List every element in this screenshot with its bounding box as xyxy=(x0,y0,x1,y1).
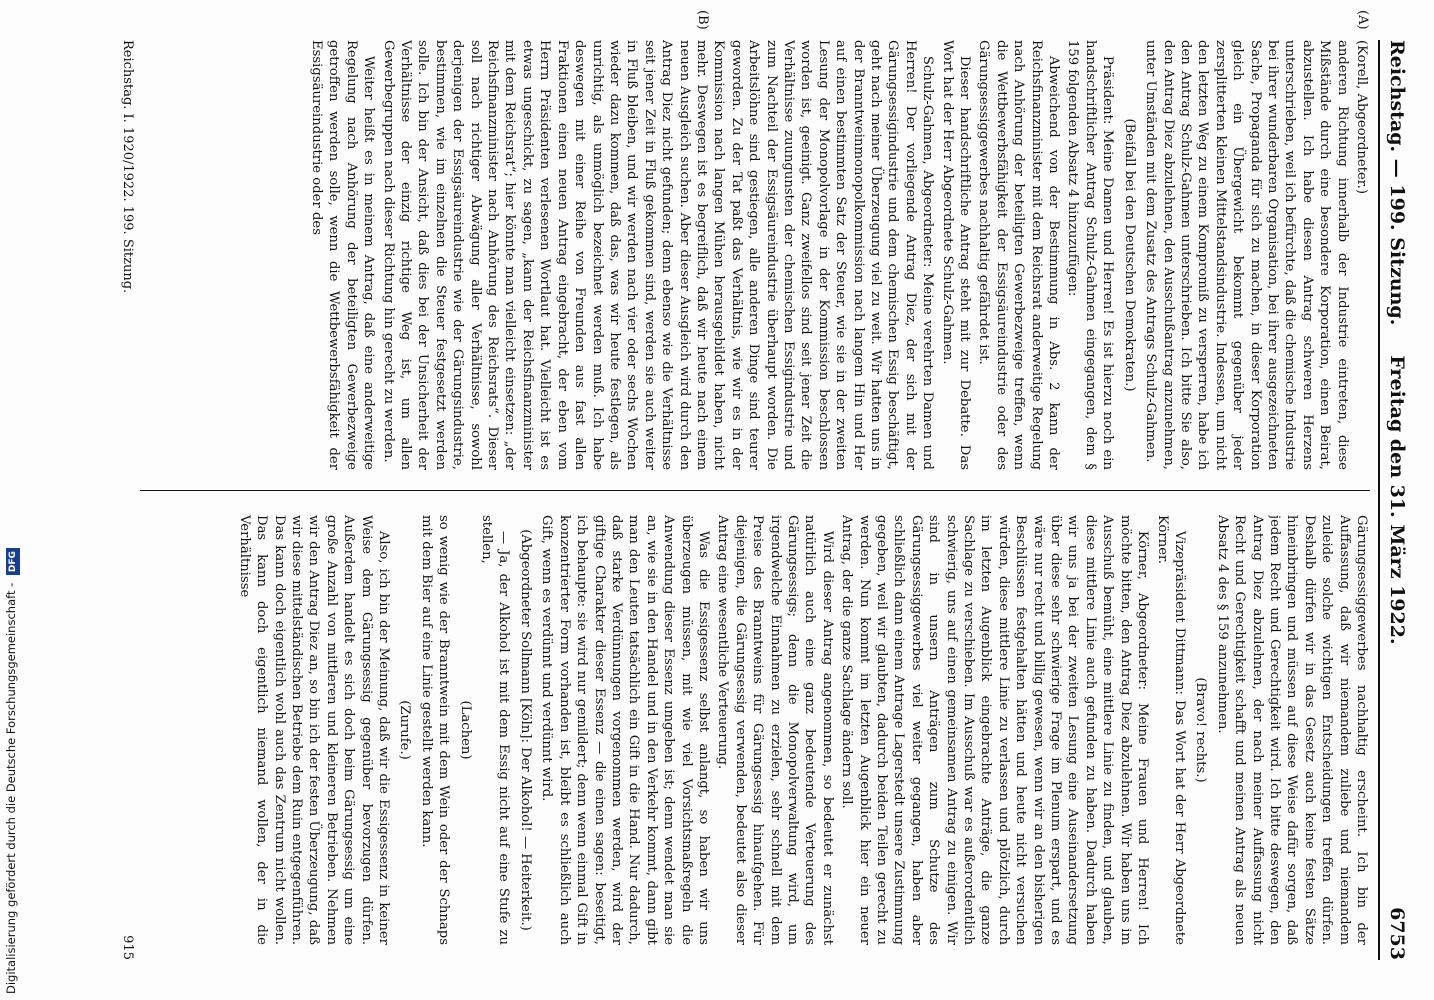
right-column-paragraph: (Lachen) xyxy=(457,700,473,760)
right-column-paragraph: Körner, Abgeordneter: Meine Frauen und Herren! Ich möchte bitten, den Antrag Diez abzulehnen. Wir haben uns im Ausschuß bemüht, eine mittlere Linie zu finden, und glauben, diese mittlere Linie auch gefunden zu haben. Dadurch haben wir uns ja bei der zweiten Lesung eine Auseinandersetzung über diese sehr schwierige Frage im Plenum erspart, und es wäre nur recht und billig gewesen, wenn wir an den bisherigen Beschlüssen festgehalten hätten und heute nicht versuchen würden, diese mittlere Linie zu verlassen und plötzlich, durch im letzten Augenblick eingebrachte Anträge, die ganze Sachlage zu verschieben. Im Ausschuß war es außerordentlich schwierig, uns auf einen gemeinsamen Antrag zu einigen. Wir sind in unsern Anträgen zum Schutze des Gärungsessiggewerbes viel weiter gegangen, haben aber schließlich dann einem Antrage Lagerstedt unsere Zustimmung gegeben, weil wir glaubten, dadurch beiden Teilen gerecht zu werden. Nun kommt im letzten Augenblick hier ein neuer Antrag, der die ganze Sachlage ändern soll. xyxy=(839,515,1151,945)
left-column-paragraph: (Korell, Abgeordneter.) xyxy=(1354,40,1369,194)
left-column xyxy=(140,40,1370,470)
dfg-logo-text: DFG xyxy=(8,551,18,573)
credit-text xyxy=(0,548,22,994)
dfg-logo xyxy=(6,548,20,575)
right-column-paragraph: Was die Essigessenz selbst anlangt, so haben wir uns überzeugen müssen, mit wie viel Vorsichtsmaßregeln die Anwendung dieser Essenz umgeben ist; denn wendet man sie an, wie sie in den Handel und in den Verkehr kommt, dann gibt man den Leuten tatsächlich ein Gift in die Hand. Nur dadurch, daß starke Verdünnungen vorgenommen werden, wird der giftige Charakter dieser Essenz — die einen sagen: beseitigt, ich behaupte: sie wird nur gemildert; denn wenn einmal Gift in konzentrierter Form vorhanden ist, bleibt es schließlich auch Gift, wenn es verdünnt und verdünnt wird. xyxy=(539,515,711,945)
right-column-paragraph: — Ja, der Alkohol ist mit dem Essig nicht auf eine Stufe zu stellen, xyxy=(479,515,512,945)
left-column-paragraph: Abweichend von der Bestimmung in Abs. 2 kann der Reichsfinanzminister mit dem Reichsrat anderweitige Regelung nach Anhörung der beteiligten Gewerbezweige treffen, wenn die Wettbewerbsfähigkeit der Essigsäureindustrie oder des Gärungsessiggewerbes nachhaltig gefährdet ist. xyxy=(976,40,1062,470)
left-column-paragraph: Dieser handschriftliche Antrag steht mit zur Debatte. Das Wort hat der Herr Abgeordnete Schulz-Gahmen. xyxy=(939,40,973,470)
header-date: Freitag den 31. März 1922. xyxy=(1386,355,1408,645)
left-column-paragraph: Schulz-Gahmen, Abgeordneter: Meine verehrten Damen und Herren! Der vorliegende Antrag Diez, der sich mit der Gärungsessigindustrie und dem chemischen Essig beschäftigt, geht nach meiner Überzeugung viel zu weit. Wir hatten uns in der Branntweinmonopolkommission nach langem Hin und Her auf einen bestimmten Satz der Steuer, wie sie in der zweiten Lesung der Monopolvorlage in der Kommission beschlossen worden ist, geeinigt. Ganz zweifellos sind seit jener Zeit die Verhältnisse zuungunsten der chemischen Essigindustrie und zum Nachteil der Essigsäureindustrie überhaupt worden. Die Arbeitslöhne sind gestiegen, alle anderen Dinge sind teurer geworden. Zu der Tat paßt das Verhältnis, wie wir es in der Kommission nach langen Mühen herausgebildet haben, nicht mehr. Deswegen ist es begreiflich, daß wir heute nach einem neuen Ausgleich suchen. Aber dieser Ausgleich wird durch den Antrag Diez nicht gefunden; denn ebenso wie die Verhältnisse seit jener Zeit in Fluß gekommen sind, werden sie auch weiter in Fluß bleiben, und wir werden nach vier oder sechs Wochen wieder dazu kommen, daß das, was wir heute festlegen, als unrichtig, als unmöglich bezeichnet werden muß. Ich habe deswegen mit einer Reihe von Freunden aus fast allen Fraktionen einen neuen Antrag eingebracht, der eben vom Herrn Präsidenten verlesenen Wortlaut hat. Vielleicht ist es etwas ungeschickt, zu sagen, „kann der Reichsfinanzminister mit dem Reichsrat“; hier könnte man vielleicht einsetzen: „der Reichsfinanzminister nach Anhörung des Reichsrats“. Dieser soll nach richtiger Abwägung aller Verhältnisse, sowohl derjenigen der Essigsäureindustrie wie der Gärungsindustrie, bestimmen, wie im einzelnen die Steuer festgesetzt werden solle. Ich bin der Ansicht, daß dies bei der Unsicherheit der Verhältnisse der einzig richtige Weg ist, um allen Gewerbegruppen nach dieser Richtung hin gerecht zu werden. xyxy=(380,40,936,470)
margin-mark-a: (A) xyxy=(1355,10,1370,30)
digitization-credit xyxy=(0,0,22,1000)
right-column-paragraph: (Abgeordneter Sollmann [Köln]: Der Alkohol! — Heiterkeit.) xyxy=(517,529,533,931)
left-column-paragraph: Weiter heißt es in meinem Antrag, daß eine anderweitige Regelung nach Anhörung der beteiligten Gewerbezweige getroffen werden solle, wenn die Wettbewerbsfähigkeit der Essigsäureindustrie oder des xyxy=(309,40,377,470)
left-column-paragraph: (Beifall bei den Deutschen Demokraten.) xyxy=(1121,118,1137,392)
right-column xyxy=(140,515,1370,945)
credit-label: Digitalisierung gefördert durch die Deutsche Forschungsgemeinschaft - xyxy=(4,582,18,994)
header-page-number: 6753 xyxy=(1386,907,1408,960)
right-column-paragraph: (Zurufe.) xyxy=(397,700,413,760)
left-column-paragraph: anderen Richtung innerhalb der Industrie eintreten, diese Mißstände durch eine besondere Korporation, einen Beirat, abzustellen. Ich habe diesen Antrag schweren Herzens unterschrieben, weil ich befürchte, daß die chemische Industrie bei ihrer wunderbaren Organisation, bei ihrer ausgezeichneten Sache, Propaganda für sich zu machen, in dieser Korporation gleich ein Übergewicht bekommt gegenüber jeder zersplitterten kleinen Mittelstandsindustrie. Indessen, um nicht den letzten Weg zu einem Kompromiß zu versperren, habe ich den Antrag Schulz-Gahmen unterschrieben. Ich bitte Sie also, den Antrag Diez abzulehnen, den Ausschußantrag anzunehmen, unter Umständen mit dem Zusatz des Antrags Schulz-Gahmen. xyxy=(1143,40,1350,470)
right-column-paragraph: Gärungsessiggewerbes nachhaltig erscheint. Ich bin der Auffassung, daß wir niemandem zuliebe und niemandem zuleide solche wichtigen Entscheidungen treffen dürfen. Deshalb dürfen wir in das Gesetz auch keine festen Sätze hineinbringen und müssen auf diese Weise dafür sorgen, daß jedem Recht und Gerechtigkeit wird. Ich bitte deswegen, den Antrag Diez abzulehnen, der nach meiner Auffassung nicht Recht und Gerechtigkeit schafft und meinen Antrag als neuen Absatz 4 des § 159 anzunehmen. xyxy=(1214,515,1369,945)
right-column-paragraph: Wird dieser Antrag angenommen, so bedeutet er zunächst natürlich auch eine ganz bedeutende Verteuerung des Gärungsessigs; denn die Monopolverwaltung wird, um irgendwelche Einnahmen zu erzielen, sehr schnell mit dem Preise des Branntweins für Gärungsessig hinaufgehen. Für diejenigen, die Gärungsessig verwenden, bedeutet also dieser Antrag eine wesentliche Verteuerung. xyxy=(715,515,835,945)
page-header xyxy=(1378,40,1410,960)
right-column-paragraph: Also, ich bin der Meinung, daß wir die Essigessenz in keiner Weise dem Gärungsessig gegenüber bevorzugen dürfen. Außerdem handelt es sich doch beim Gärungsessig um eine große Anzahl von mittleren und kleineren Betrieben. Nehmen wir den Antrag Diez an, so bin ich der festen Überzeugung, daß wir diese mittelständischen Betriebe dem Ruin entgegenführen. Das kann doch eigentlich wohl auch das Zentrum nicht wollen. Das kann doch eigentlich niemand wollen, der in die Verhältnisse xyxy=(236,515,392,945)
right-column-paragraph: so wenig wie der Branntwein mit dem Wein oder der Schnaps mit dem Bier auf eine Linie gestellt werden kann. xyxy=(418,515,452,945)
left-column-paragraph: Präsident: Meine Damen und Herren! Es ist hierzu noch ein handschriftlicher Antrag Schulz-Gahmen eingegangen, dem § 159 folgenden Absatz 4 hinzuzufügen: xyxy=(1065,40,1116,470)
right-column-paragraph: Vizepräsident Dittmann: Das Wort hat der Herr Abgeordnete Körner. xyxy=(1154,515,1187,945)
right-column-paragraph: (Bravo! rechts.) xyxy=(1193,677,1209,783)
header-session: Reichstag. — 199. Sitzung. xyxy=(1386,40,1408,326)
column-divider xyxy=(140,490,1370,491)
margin-mark-b: (B) xyxy=(695,10,710,30)
document-sheet xyxy=(80,10,1410,970)
footer-number: 915 xyxy=(120,935,135,960)
footer-session: Reichstag. I. 1920/1922. 199. Sitzung. xyxy=(120,40,135,294)
